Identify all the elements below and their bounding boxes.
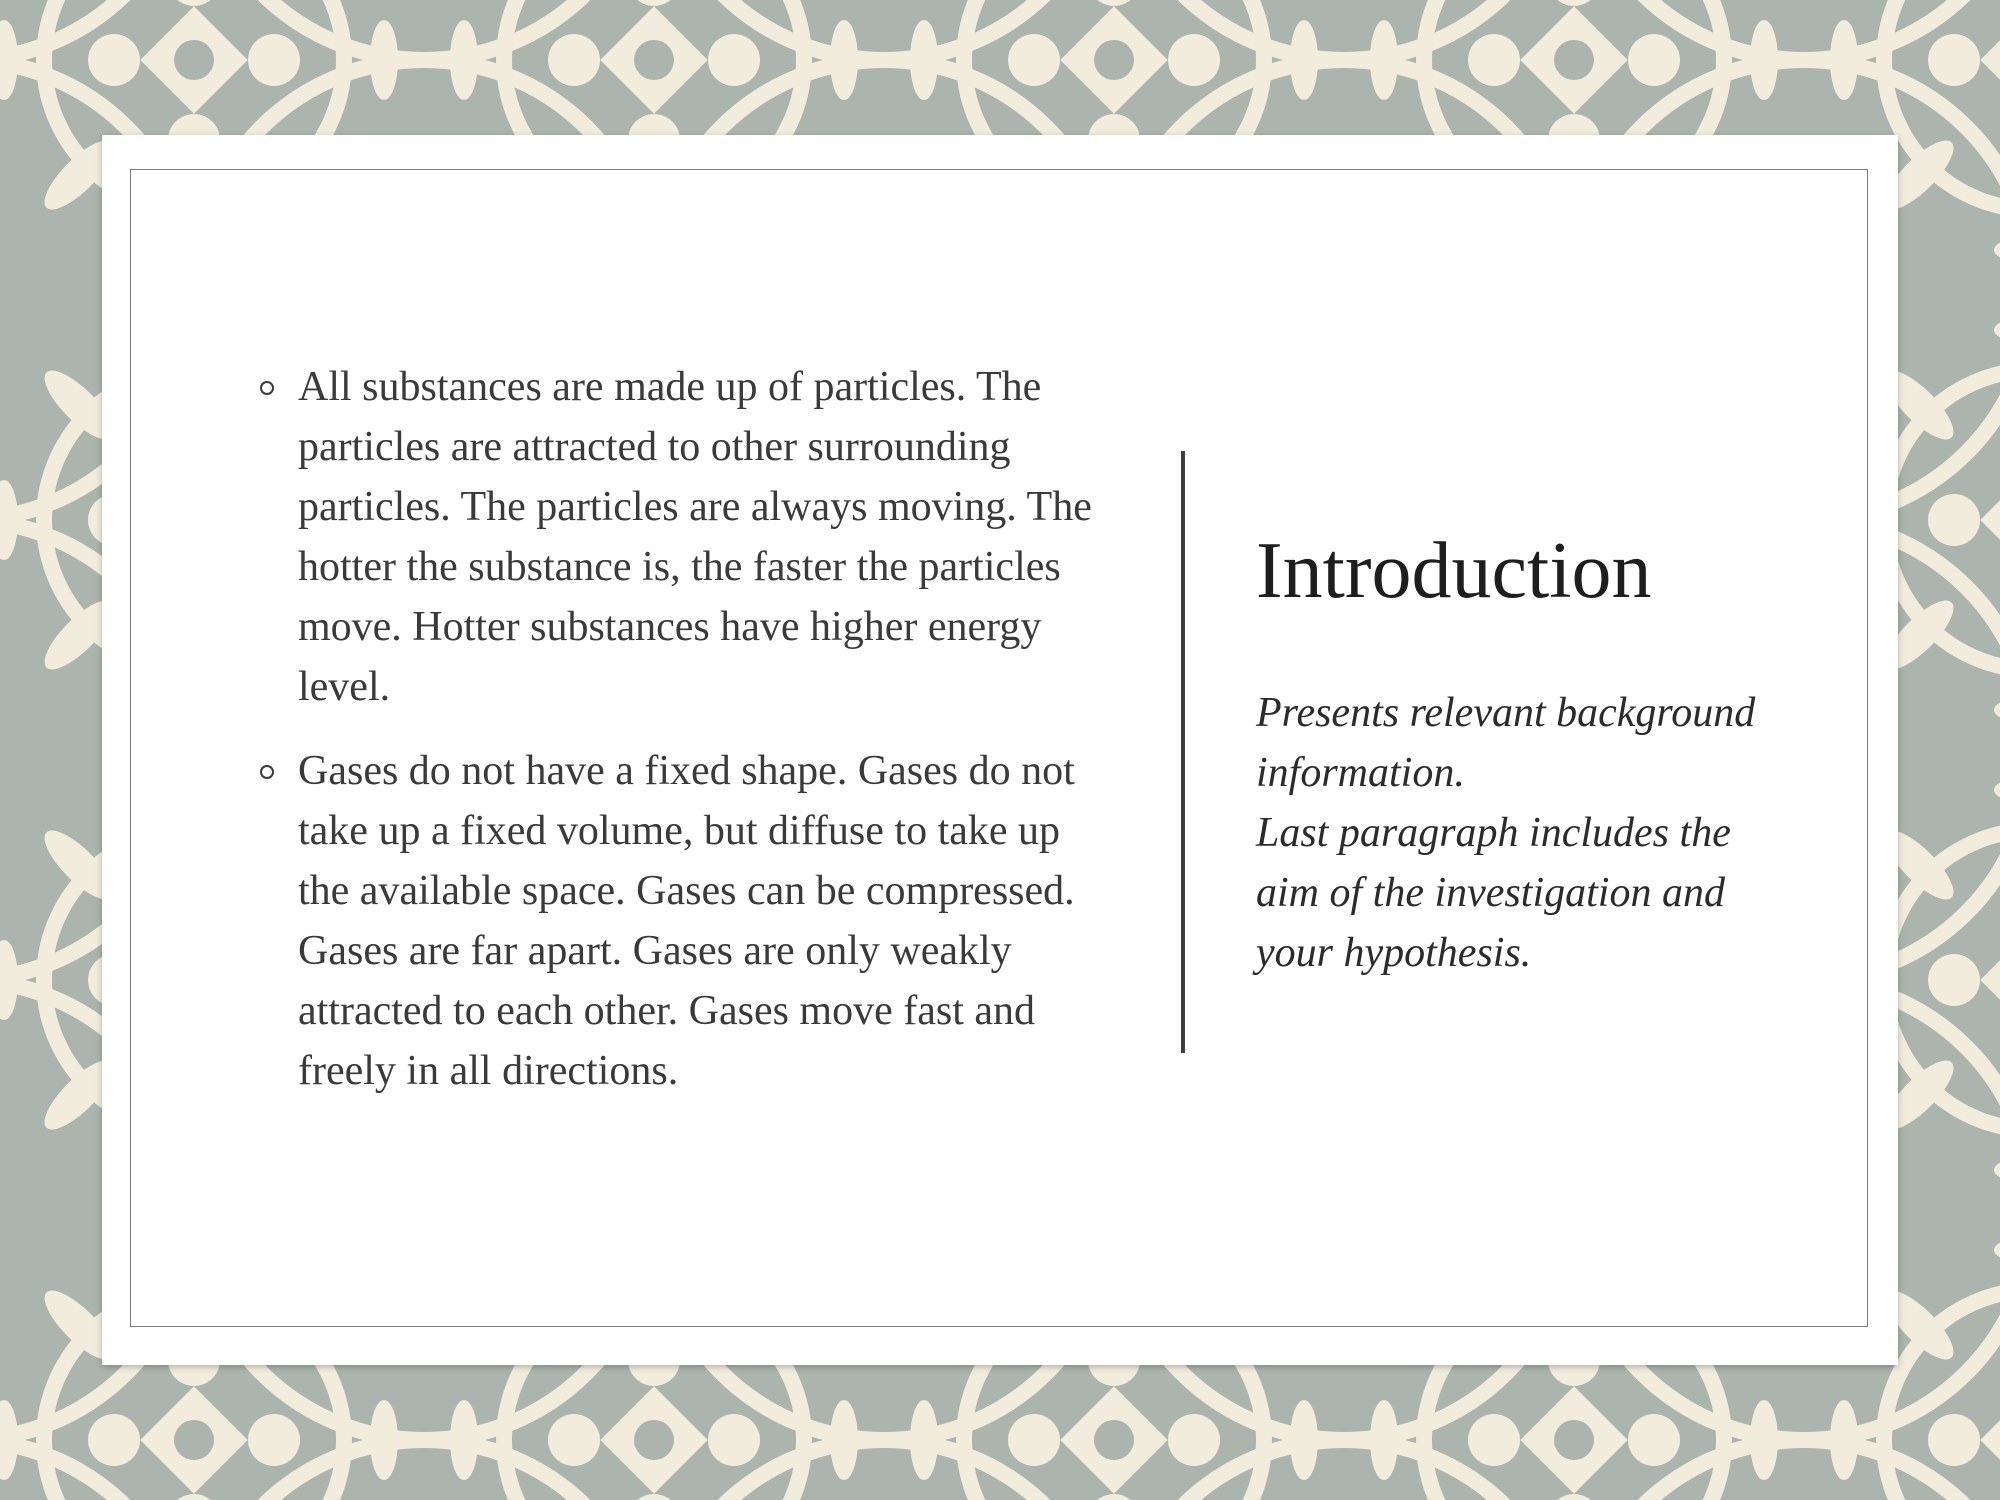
bullet-item-gases — [250, 741, 1110, 1101]
subtitle-line: Presents relevant background — [1256, 690, 1756, 736]
bullet-text-gases: Gases do not have a fixed shape. Gases do not take up a fixed volume, but diffuse to take up the available space. Gases can be compressed. Gases are far apart. Gases are only weakly attracted to each other. Gases move fast and freely in all directions. — [298, 748, 1075, 1094]
bullet-text-particles: All substances are made up of particles. The particles are attracted to other surrounding particles. The particles are always moving. The hotter the substance is, the faster the particles move. Hotter substances have higher energy level. — [298, 364, 1092, 710]
circle-bullet-icon — [260, 765, 274, 779]
subtitle-line: your hypothesis. — [1256, 930, 1532, 976]
bullet-item-particles — [250, 357, 1110, 717]
subtitle-line: Last paragraph includes the — [1256, 810, 1731, 856]
slide-title: Introduction — [1256, 527, 1652, 615]
circle-bullet-icon — [260, 381, 274, 395]
vertical-divider — [1181, 451, 1185, 1053]
subtitle-line: information. — [1256, 750, 1465, 796]
slide-card — [102, 135, 1898, 1365]
slide-subtitle — [1256, 683, 1776, 983]
bullet-list — [250, 357, 1110, 1125]
subtitle-line: aim of the investigation and — [1256, 870, 1725, 916]
